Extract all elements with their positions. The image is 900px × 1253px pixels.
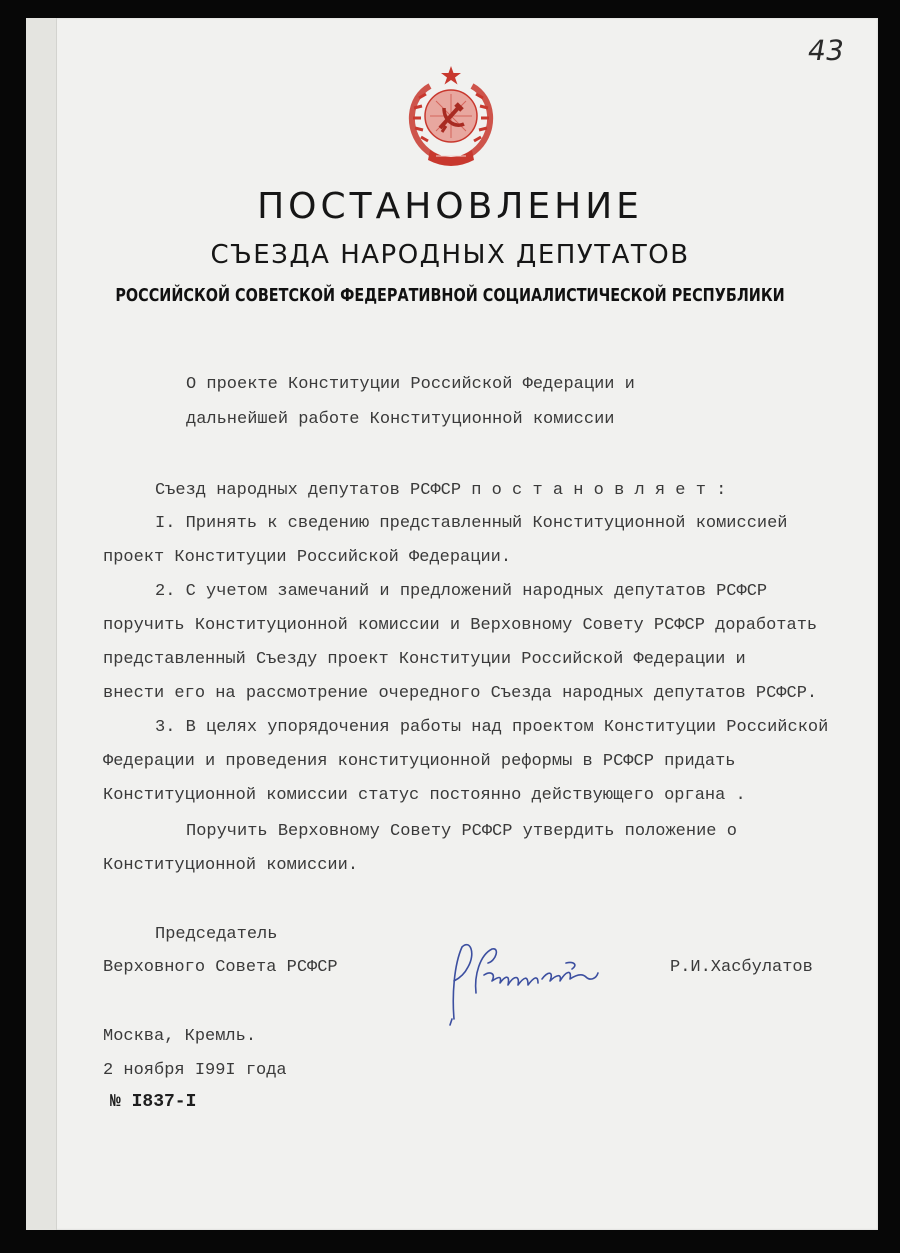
paragraph-2-line-1: 2. С учетом замечаний и предложений народных депутатов РСФСР [155, 582, 768, 601]
paragraph-4-line-2: Конституционной комиссии. [103, 856, 359, 875]
subject-line-1: О проекте Конституции Российской Федерации и [186, 375, 635, 394]
paragraph-3-line-3: Конституционной комиссии статус постоянно действующего органа . [103, 786, 746, 805]
paragraph-4-line-1: Поручить Верховному Совету РСФСР утвердить положение о [186, 822, 737, 841]
paragraph-1-line-1: I. Принять к сведению представленный Конституционной комиссией [155, 514, 788, 533]
document-subtitle: СЪЕЗДА НАРОДНЫХ ДЕПУТАТОВ [210, 240, 690, 270]
paragraph-1-line-2: проект Конституции Российской Федерации. [103, 548, 512, 567]
subject-line-2: дальнейшей работе Конституционной комиссии [186, 410, 615, 429]
page-number: 43 [805, 34, 847, 67]
paragraph-2-line-2: поручить Конституционной комиссии и Верховному Совету РСФСР доработать [103, 616, 818, 635]
place: Москва, Кремль. [103, 1027, 257, 1046]
paragraph-3-line-2: Федерации и проведения конституционной реформы в РСФСР придать [103, 752, 736, 771]
signatory-name: Р.И.Хасбулатов [670, 958, 813, 977]
registration-number: № I837-I [110, 1092, 197, 1112]
signatory-title-2: Верховного Совета РСФСР [103, 958, 338, 977]
paragraph-2-line-3: представленный Съезду проект Конституции Российской Федерации и [103, 650, 746, 669]
paragraph-2-line-4: внести его на рассмотрение очередного Съезда народных депутатов РСФСР. [103, 684, 818, 703]
signatory-title-1: Председатель [155, 925, 278, 944]
date: 2 ноября I99I года [103, 1061, 287, 1080]
rsfsr-emblem-icon [400, 64, 502, 172]
document-title: ПОСТАНОВЛЕНИЕ [257, 186, 643, 227]
handwritten-signature [440, 935, 640, 1027]
republic-name: РОССИЙСКОЙ СОВЕТСКОЙ ФЕДЕРАТИВНОЙ СОЦИАЛИСТИЧЕСКОЙ РЕСПУБЛИКИ [115, 285, 785, 306]
paragraph-3-line-1: 3. В целях упорядочения работы над проектом Конституции Российской [155, 718, 829, 737]
preamble: Съезд народных депутатов РСФСР п о с т а н о в л я е т : [155, 481, 727, 500]
